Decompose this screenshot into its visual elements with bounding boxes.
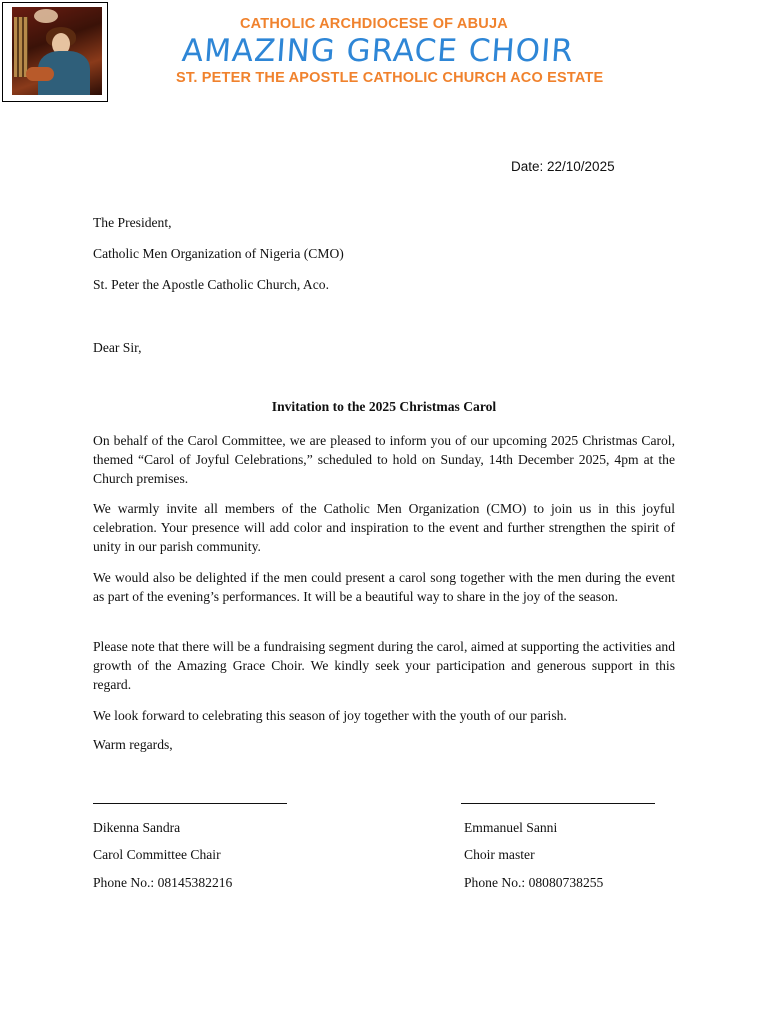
body-paragraph: We look forward to celebrating this season of joy together with the youth of our parish. — [93, 708, 567, 723]
closing: Warm regards, — [93, 737, 173, 752]
subject-line — [0, 399, 768, 415]
logo-frame — [2, 2, 108, 102]
signatory-title-left: Carol Committee Chair — [93, 847, 221, 862]
angel-shape — [34, 9, 58, 23]
signatory-phone-right: Phone No.: 08080738255 — [464, 875, 604, 890]
choir-name-heading: AMAZING GRACE CHOIR — [180, 33, 575, 69]
recipient-line-1: The President, — [93, 215, 172, 230]
subject-text: Invitation to the 2025 Christmas Carol — [271, 399, 497, 414]
organ-pipes-shape — [14, 17, 28, 77]
body-paragraph: We would also be delighted if the men could present a carol song together with the men during the event as part of the evening’s performances. It will be a beautiful way to share in the joy of the season. — [93, 570, 675, 604]
recipient-line-2: Catholic Men Organization of Nigeria (CMO) — [93, 246, 344, 261]
signatory-name-right: Emmanuel Sanni — [464, 820, 558, 835]
archdiocese-heading: CATHOLIC ARCHDIOCESE OF ABUJA — [240, 16, 508, 32]
signature-line-left — [93, 803, 287, 804]
signatory-phone-left: Phone No.: 08145382216 — [93, 875, 233, 890]
choir-logo-image — [12, 7, 102, 95]
body-paragraph: We warmly invite all members of the Catholic Men Organization (CMO) to join us in this joyful celebration. Your presence will add color and inspiration to the event and further strengthen the spirit of unity in our parish community. — [93, 501, 675, 554]
signatory-title-right: Choir master — [464, 847, 535, 862]
recipient-line-3: St. Peter the Apostle Catholic Church, Aco. — [93, 277, 329, 292]
signature-line-right — [461, 803, 655, 804]
sleeve-shape — [26, 67, 54, 81]
body-paragraph: Please note that there will be a fundraising segment during the carol, aimed at supporting the activities and growth of the Amazing Grace Choir. We kindly seek your participation and generous support in this regard. — [93, 639, 675, 692]
salutation: Dear Sir, — [93, 340, 142, 355]
body-paragraph: On behalf of the Carol Committee, we are pleased to inform you of our upcoming 2025 Christmas Carol, themed “Carol of Joyful Celebrations,” scheduled to hold on Sunday, 14th December 2025, 4pm at the Church premises. — [93, 433, 675, 486]
parish-heading: ST. PETER THE APOSTLE CATHOLIC CHURCH ACO ESTATE — [176, 70, 604, 86]
signatory-name-left: Dikenna Sandra — [93, 820, 181, 835]
letter-date: Date: 22/10/2025 — [511, 159, 615, 174]
